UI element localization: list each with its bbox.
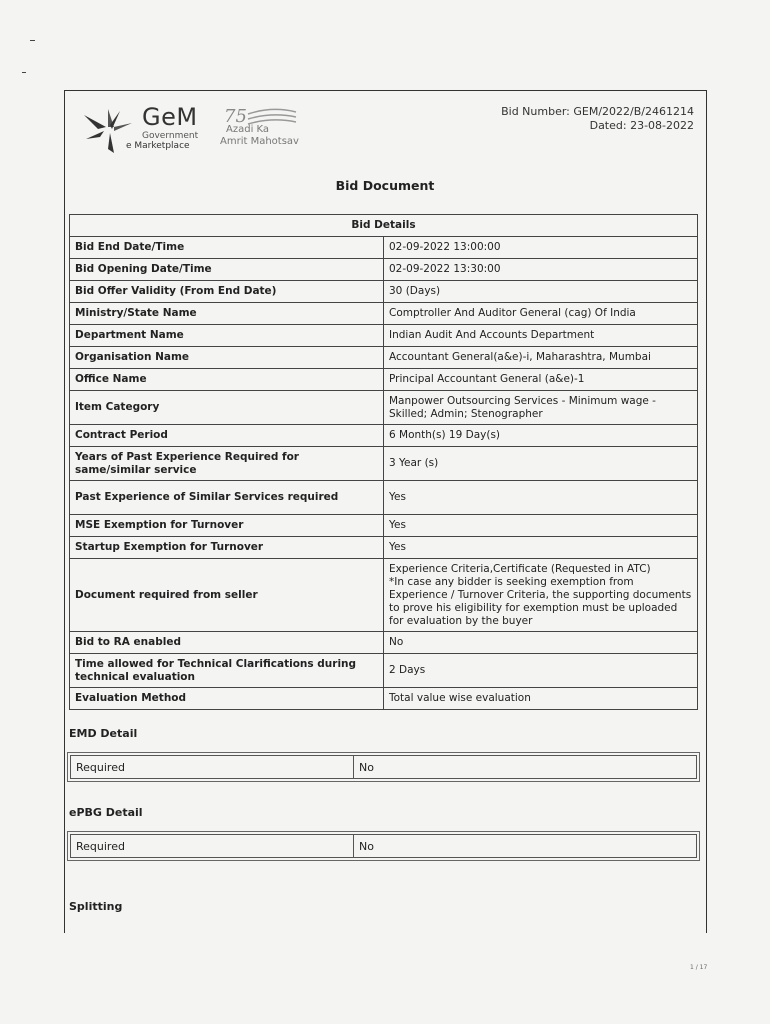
table-row (70, 281, 698, 303)
gem-wordmark: GeM (142, 103, 198, 131)
row-label: Time allowed for Technical Clarifications during technical evaluation (70, 654, 384, 688)
row-label: Bid to RA enabled (70, 632, 384, 654)
document-title: Bid Document (335, 178, 435, 193)
scan-mark (30, 40, 35, 41)
row-value: Accountant General(a&e)-i, Maharashtra, Mumbai (384, 347, 698, 369)
scan-mark (22, 72, 26, 73)
row-value: Experience Criteria,Certificate (Requested in ATC) *In case any bidder is seeking exemption from Experience / Turnover Criteria, the supporting documents to prove his eligibility for exemption must be uploaded for evaluation by the buyer (384, 559, 698, 632)
row-label: Document required from seller (70, 559, 384, 632)
row-label: Department Name (70, 325, 384, 347)
amrit-mahotsav-text: Amrit Mahotsav (220, 136, 299, 147)
gem-subtitle-government: Government (142, 131, 199, 141)
emd-detail-heading: EMD Detail (69, 727, 138, 740)
bid-number-block (501, 105, 694, 133)
bid-details-table (69, 214, 698, 710)
bid-details-header-row (70, 215, 698, 237)
row-label: Bid Opening Date/Time (70, 259, 384, 281)
row-label: Years of Past Experience Required for same/similar service (70, 447, 384, 481)
bid-number: Bid Number: GEM/2022/B/2461214 (501, 105, 694, 118)
row-value: Principal Accountant General (a&e)-1 (384, 369, 698, 391)
row-value: No (384, 632, 698, 654)
azadi-ka-amrit-mahotsav-logo (222, 106, 332, 156)
row-label: Ministry/State Name (70, 303, 384, 325)
table-row (70, 559, 698, 632)
row-label: Office Name (70, 369, 384, 391)
emd-required-label: Required (71, 756, 354, 779)
row-value: Total value wise evaluation (384, 688, 698, 710)
azadi-text: Azadi Ka (226, 124, 270, 135)
epbg-detail-table (70, 834, 697, 858)
table-row (70, 369, 698, 391)
table-row (70, 347, 698, 369)
row-value: 3 Year (s) (384, 447, 698, 481)
bid-date: Dated: 23-08-2022 (589, 119, 694, 132)
emd-required-value: No (354, 756, 697, 779)
table-row (70, 425, 698, 447)
row-label: Bid End Date/Time (70, 237, 384, 259)
row-value: Yes (384, 515, 698, 537)
row-label: Organisation Name (70, 347, 384, 369)
table-row (70, 688, 698, 710)
table-row (71, 756, 697, 779)
page-number: 1 / 17 (690, 964, 708, 971)
table-row (70, 447, 698, 481)
row-label: Bid Offer Validity (From End Date) (70, 281, 384, 303)
emd-detail-table (70, 755, 697, 779)
row-value: Yes (384, 537, 698, 559)
row-value: Comptroller And Auditor General (cag) Of India (384, 303, 698, 325)
row-label: Startup Exemption for Turnover (70, 537, 384, 559)
row-value: Manpower Outsourcing Services - Minimum wage - Skilled; Admin; Stenographer (384, 391, 698, 425)
epbg-required-value: No (354, 835, 697, 858)
epbg-detail-heading: ePBG Detail (69, 806, 143, 819)
row-value: 2 Days (384, 654, 698, 688)
row-value: Indian Audit And Accounts Department (384, 325, 698, 347)
table-row (70, 325, 698, 347)
row-label: Evaluation Method (70, 688, 384, 710)
row-label: MSE Exemption for Turnover (70, 515, 384, 537)
bid-details-heading: Bid Details (70, 215, 698, 237)
table-row (70, 515, 698, 537)
svg-text:75: 75 (224, 106, 247, 127)
table-row (70, 654, 698, 688)
splitting-heading: Splitting (69, 900, 123, 913)
row-value: Yes (384, 481, 698, 515)
table-row (70, 391, 698, 425)
table-row (71, 835, 697, 858)
table-row (70, 237, 698, 259)
row-label: Contract Period (70, 425, 384, 447)
epbg-required-label: Required (71, 835, 354, 858)
row-value: 30 (Days) (384, 281, 698, 303)
table-row (70, 537, 698, 559)
table-row (70, 303, 698, 325)
table-row (70, 259, 698, 281)
row-value: 6 Month(s) 19 Day(s) (384, 425, 698, 447)
gem-logo (80, 103, 210, 155)
row-label: Item Category (70, 391, 384, 425)
table-row (70, 481, 698, 515)
row-value: 02-09-2022 13:00:00 (384, 237, 698, 259)
gem-subtitle-marketplace: e Marketplace (126, 141, 190, 151)
row-value: 02-09-2022 13:30:00 (384, 259, 698, 281)
table-row (70, 632, 698, 654)
row-label: Past Experience of Similar Services required (70, 481, 384, 515)
